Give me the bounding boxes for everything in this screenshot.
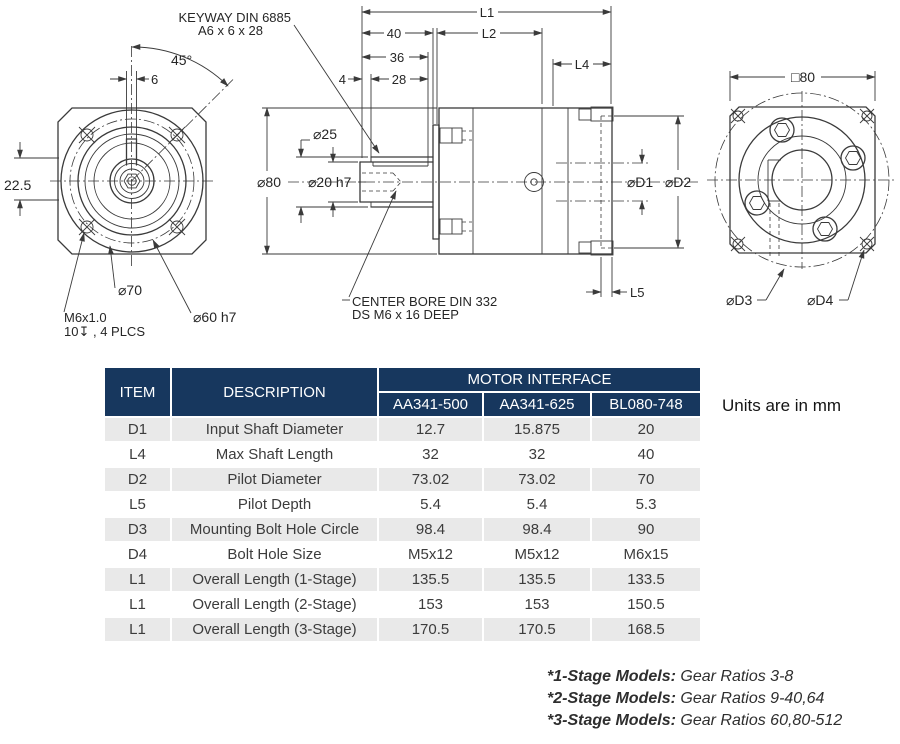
table-row (104, 617, 701, 642)
value-cell: 133.5 (591, 567, 701, 592)
description-cell: Overall Length (2-Stage) (171, 592, 378, 617)
description-cell: Pilot Diameter (171, 467, 378, 492)
dim-36: 36 (389, 50, 405, 65)
dim-40: 40 (386, 26, 402, 41)
description-cell: Max Shaft Length (171, 442, 378, 467)
value-cell: 12.7 (378, 417, 483, 442)
d2-dim: ⌀D2 (664, 174, 692, 190)
value-cell: 168.5 (591, 617, 701, 642)
description-cell: Bolt Hole Size (171, 542, 378, 567)
footnote-3-stage (547, 710, 842, 732)
value-cell: 70 (591, 467, 701, 492)
shaft-dia-dim: ⌀20 h7 (308, 174, 352, 190)
value-cell: M5x12 (378, 542, 483, 567)
body-dia-dim: ⌀80 (256, 174, 282, 190)
item-cell: L1 (104, 567, 171, 592)
units-note: Units are in mm (722, 396, 842, 415)
collar-dia-dim: ⌀25 (313, 126, 338, 142)
value-cell: 150.5 (591, 592, 701, 617)
value-cell: 170.5 (483, 617, 591, 642)
description-cell: Input Shaft Diameter (171, 417, 378, 442)
thread-callout-line1: M6x1.0 (64, 310, 107, 325)
value-cell: 5.4 (483, 492, 591, 517)
l2-dim: L2 (481, 26, 497, 41)
footnote-1-stage (547, 666, 842, 688)
keyway-callout-line1: KEYWAY DIN 6885 (178, 10, 291, 25)
stage-model-footnotes (547, 666, 842, 732)
footnote-label: *2-Stage Models: (547, 690, 676, 707)
motor-interface-header: MOTOR INTERFACE (378, 367, 701, 392)
item-cell: D4 (104, 542, 171, 567)
table-row (104, 417, 701, 442)
item-header: ITEM (104, 367, 171, 417)
item-cell: L4 (104, 442, 171, 467)
footnote-label: *1-Stage Models: (547, 668, 676, 685)
center-bore-callout-line2: DS M6 x 16 DEEP (352, 307, 459, 322)
rear-view (707, 69, 897, 308)
item-cell: L1 (104, 592, 171, 617)
value-cell: 15.875 (483, 417, 591, 442)
center-bore-callout-line1: CENTER BORE DIN 332 (352, 294, 498, 309)
square-dim: □80 (790, 69, 816, 85)
value-cell: 40 (591, 442, 701, 467)
table-group-header-row (104, 367, 701, 392)
table-row (104, 542, 701, 567)
value-cell: 90 (591, 517, 701, 542)
value-cell: 73.02 (483, 467, 591, 492)
description-cell: Pilot Depth (171, 492, 378, 517)
d4-dim: ⌀D4 (807, 292, 834, 308)
offset-dim: 22.5 (4, 177, 32, 193)
value-cell: 135.5 (378, 567, 483, 592)
footnote-label: *3-Stage Models: (547, 712, 676, 729)
model-header-aa341-625: AA341-625 (483, 392, 591, 417)
description-cell: Overall Length (3-Stage) (171, 617, 378, 642)
l4-dim: L4 (574, 57, 590, 72)
keyway-callout-line2: A6 x 6 x 28 (197, 23, 263, 38)
value-cell: M6x15 (591, 542, 701, 567)
value-cell: 32 (483, 442, 591, 467)
value-cell: M5x12 (483, 542, 591, 567)
value-cell: 5.4 (378, 492, 483, 517)
value-cell: 98.4 (378, 517, 483, 542)
dim-28: 28 (391, 72, 407, 87)
side-view (257, 5, 700, 322)
value-cell: 153 (483, 592, 591, 617)
model-header-aa341-500: AA341-500 (378, 392, 483, 417)
item-cell: L5 (104, 492, 171, 517)
l1-dim: L1 (479, 5, 495, 20)
value-cell: 153 (378, 592, 483, 617)
keyway-width-dim: 6 (151, 72, 159, 87)
table-row (104, 442, 701, 467)
d1-dim: ⌀D1 (626, 174, 654, 190)
motor-interface-table (103, 366, 702, 643)
value-cell: 5.3 (591, 492, 701, 517)
item-cell: L1 (104, 617, 171, 642)
table-row (104, 517, 701, 542)
d3-dim: ⌀D3 (726, 292, 753, 308)
value-cell: 170.5 (378, 617, 483, 642)
value-cell: 32 (378, 442, 483, 467)
technical-drawing (0, 0, 900, 362)
footnote-text: Gear Ratios 9-40,64 (675, 690, 825, 707)
footnote-text: Gear Ratios 60,80-512 (675, 712, 843, 729)
description-header: DESCRIPTION (171, 367, 378, 417)
item-cell: D2 (104, 467, 171, 492)
table-row (104, 567, 701, 592)
angle-dim: 45° (171, 52, 193, 68)
footnote-2-stage (547, 688, 842, 710)
pilot-dim: ⌀60 h7 (193, 309, 237, 325)
thread-callout-line2: 10↧ , 4 PLCS (64, 324, 145, 339)
value-cell: 73.02 (378, 467, 483, 492)
value-cell: 98.4 (483, 517, 591, 542)
dim-4: 4 (338, 72, 346, 87)
item-cell: D3 (104, 517, 171, 542)
table-row (104, 592, 701, 617)
bolt-circle-dim: ⌀70 (118, 282, 143, 298)
table-row (104, 467, 701, 492)
footnote-text: Gear Ratios 3-8 (675, 668, 794, 685)
value-cell: 135.5 (483, 567, 591, 592)
l5-dim: L5 (630, 285, 645, 300)
value-cell: 20 (591, 417, 701, 442)
table-row (104, 492, 701, 517)
description-cell: Overall Length (1-Stage) (171, 567, 378, 592)
description-cell: Mounting Bolt Hole Circle (171, 517, 378, 542)
item-cell: D1 (104, 417, 171, 442)
model-header-bl080-748: BL080-748 (591, 392, 701, 417)
